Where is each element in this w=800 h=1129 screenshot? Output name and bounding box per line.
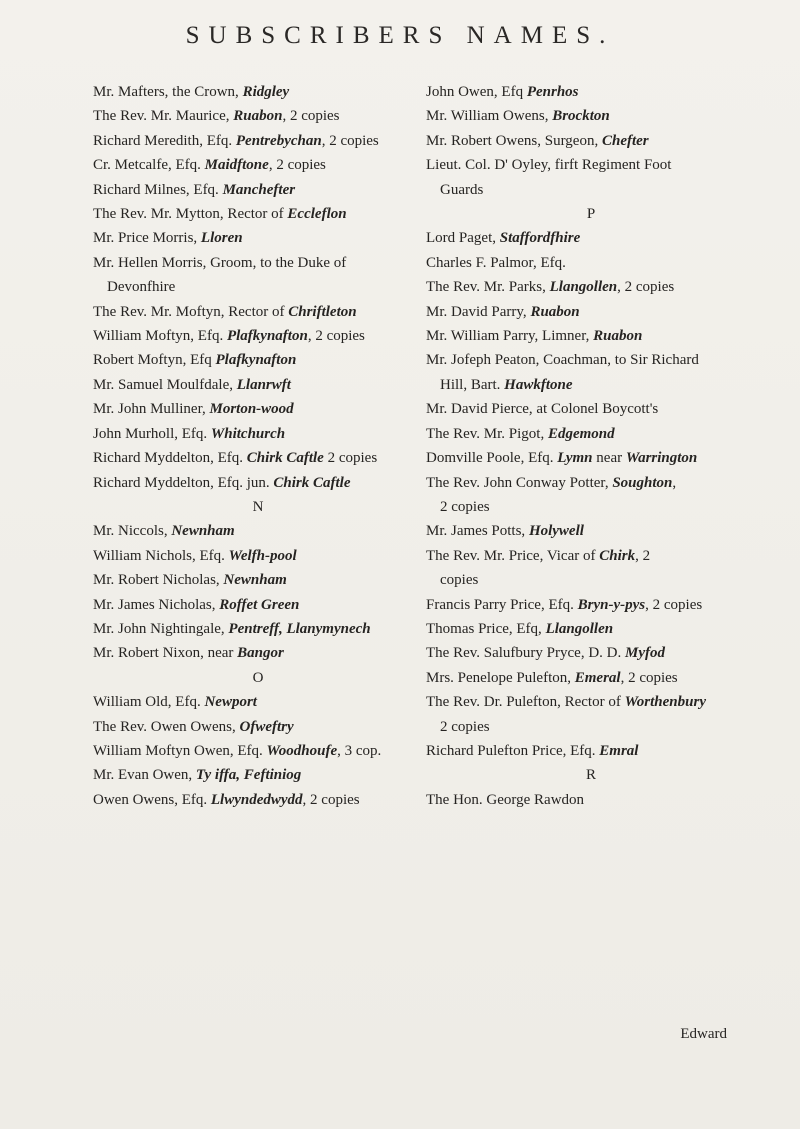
entry-text: Mr. Robert Nicholas, (93, 572, 224, 589)
entry-text: The Rev. John Conway Potter, (426, 474, 613, 491)
subscriber-entry (426, 788, 786, 812)
entry-text: , 2 copies (307, 328, 365, 345)
subscriber-entry (93, 153, 453, 177)
section-letter (426, 763, 756, 787)
left-column (93, 80, 453, 812)
subscriber-entry (426, 153, 786, 177)
entry-text: Owen Owens, Efq. (93, 791, 211, 808)
entry-text: The Rev. Mr. Maurice, (93, 108, 234, 125)
place-name: Holywell (528, 523, 584, 540)
place-name: Brockton (552, 108, 610, 125)
subscriber-entry (426, 568, 786, 592)
subscriber-entry (426, 129, 786, 153)
place-name: Plafkynafton (215, 352, 297, 369)
subscriber-entry (93, 593, 453, 617)
right-column (426, 80, 786, 812)
catchword: Edward (680, 1026, 727, 1042)
place-name: Lloren (200, 230, 243, 247)
entry-text: , 2 copies (645, 596, 703, 613)
place-name: Worthenbury (624, 694, 706, 711)
subscriber-entry (93, 251, 453, 275)
subscriber-entry (426, 471, 786, 495)
place-name: Ofweftry (239, 718, 294, 735)
entry-text: The Rev. Mr. Parks, (426, 279, 550, 296)
entry-text: Mr. Jofeph Peaton, Coachman, to Sir Richard (426, 352, 699, 369)
entry-text: The Hon. George Rawdon (426, 791, 585, 808)
entry-text: , 2 copies (302, 791, 360, 808)
entry-text: Richard Myddelton, Efq. (93, 450, 247, 467)
entry-text: O (252, 669, 264, 686)
place-name: Whitchurch (210, 425, 286, 442)
place-name: Warrington (625, 450, 698, 467)
subscriber-entry (93, 471, 453, 495)
place-name: Bangor (237, 645, 284, 662)
entry-text: William Nichols, Efq. (93, 547, 229, 564)
subscriber-entry (93, 397, 453, 421)
section-letter (93, 495, 423, 519)
subscriber-entry (93, 519, 453, 543)
entry-text: William Moftyn Owen, Efq. (93, 742, 267, 759)
place-name: Myfod (624, 645, 665, 662)
entry-text: Mr. William Owens, (426, 108, 553, 125)
place-name: Ruabon (530, 303, 580, 320)
subscriber-entry (426, 324, 786, 348)
place-name: Manchefter (222, 181, 296, 198)
place-name: Woodhoufe (266, 742, 338, 759)
entry-text: Mr. Robert Nixon, near (93, 645, 238, 662)
entry-text: Mr. Price Morris, (93, 230, 201, 247)
subscriber-entry (426, 300, 786, 324)
subscriber-entry (426, 348, 786, 372)
subscriber-entry (426, 666, 786, 690)
entry-text: , 2 (635, 547, 651, 564)
subscriber-entry (426, 251, 786, 275)
place-name: Pentrebychan (235, 132, 322, 149)
place-name: Roffet Green (219, 596, 300, 613)
place-name: Pentreff, Llanymynech (228, 620, 371, 637)
subscriber-entry (426, 593, 786, 617)
entry-text: The Rev. Mr. Pigot, (426, 425, 548, 442)
entry-text: Devonfhire (107, 279, 176, 296)
entry-text: William Moftyn, Efq. (93, 328, 227, 345)
subscriber-entry (426, 178, 786, 202)
entry-text: R (585, 767, 596, 784)
entry-text: , 2 copies (321, 132, 379, 149)
subscriber-entry (426, 617, 786, 641)
entry-text: , (672, 474, 677, 491)
place-name: Ruabon (233, 108, 283, 125)
entry-text: Lieut. Col. D' Oyley, firft Regiment Foot (426, 157, 672, 174)
entry-text: , 3 cop. (337, 742, 382, 759)
section-letter (93, 666, 423, 690)
place-name: Ridgley (242, 84, 290, 100)
entry-text: Mr. Niccols, (93, 523, 172, 540)
place-name: Ty iffa, Feftiniog (195, 767, 302, 784)
entry-text: , 2 copies (620, 669, 678, 686)
subscriber-entry (426, 226, 786, 250)
page-title: SUBSCRIBERS NAMES. (185, 22, 615, 49)
subscriber-entry (93, 226, 453, 250)
entry-text: P (586, 206, 596, 223)
place-name: Eccleflon (287, 206, 347, 223)
entry-text: , 2 copies (268, 157, 326, 174)
subscriber-entry (93, 324, 453, 348)
subscriber-entry (426, 739, 786, 763)
subscriber-entry (426, 495, 786, 519)
subscriber-entry (426, 422, 786, 446)
place-name: Chirk (599, 547, 636, 564)
subscriber-entry (93, 788, 453, 812)
place-name: Penrhos (526, 84, 579, 100)
entry-text: Mr. Robert Owens, Surgeon, (426, 132, 602, 149)
entry-text: Mr. James Nicholas, (93, 596, 220, 613)
entry-text: 2 copies (440, 718, 490, 735)
subscriber-entry (426, 397, 786, 421)
entry-text: John Murholl, Efq. (93, 425, 211, 442)
place-name: Llwyndedwydd (210, 791, 303, 808)
entry-text: 2 copies (440, 498, 490, 515)
place-name: Lymn (557, 450, 593, 467)
entry-text: Mr. John Mulliner, (93, 401, 210, 418)
subscriber-entry (93, 373, 453, 397)
entry-text: Mr. David Parry, (426, 303, 531, 320)
entry-text: William Old, Efq. (93, 694, 205, 711)
place-name: Newnham (223, 572, 287, 589)
entry-text: Richard Myddelton, Efq. jun. (93, 474, 274, 491)
entry-text: Thomas Price, Efq, (426, 620, 546, 637)
subscriber-entry (93, 300, 453, 324)
place-name: Edgemond (547, 425, 615, 442)
place-name: Newport (204, 694, 257, 711)
subscriber-entry (93, 641, 453, 665)
entry-text: Mr. John Nightingale, (93, 620, 229, 637)
place-name: Maidftone (204, 157, 269, 174)
entry-text: John Owen, Efq (426, 84, 527, 100)
entry-text: Hill, Bart. (440, 376, 505, 393)
place-name: Staffordfhire (499, 230, 581, 247)
subscriber-entry (426, 275, 786, 299)
subscriber-entry (93, 275, 453, 299)
place-name: Emeral (574, 669, 621, 686)
place-name: Llangollen (545, 620, 614, 637)
place-name: Newnham (171, 523, 235, 540)
entry-text: Richard Milnes, Efq. (93, 181, 223, 198)
entry-text: 2 copies (323, 450, 378, 467)
subscriber-entry (426, 715, 786, 739)
entry-text: Guards (440, 181, 484, 198)
subscriber-entry (93, 690, 453, 714)
subscriber-entry (426, 446, 786, 470)
subscriber-entry (93, 80, 453, 104)
subscriber-entry (426, 373, 786, 397)
entry-text: N (252, 498, 264, 515)
entry-text: Mr. Hellen Morris, Groom, to the Duke of (93, 254, 347, 271)
subscriber-entry (93, 568, 453, 592)
subscriber-entry (93, 617, 453, 641)
entry-text: , 2 copies (617, 279, 675, 296)
place-name: Welfh-pool (228, 547, 297, 564)
subscriber-entry (426, 641, 786, 665)
entry-text: Mrs. Penelope Pulefton, (426, 669, 575, 686)
entry-text: Cr. Metcalfe, Efq. (93, 157, 205, 174)
place-name: Chriftleton (288, 303, 357, 320)
subscriber-entry (93, 202, 453, 226)
entry-text: The Rev. Mr. Price, Vicar of (426, 547, 600, 564)
subscriber-entry (426, 519, 786, 543)
subscriber-entry (93, 763, 453, 787)
subscriber-entry (93, 715, 453, 739)
section-letter (426, 202, 756, 226)
place-name: Morton-wood (209, 401, 294, 418)
entry-text: Robert Moftyn, Efq (93, 352, 216, 369)
subscriber-entry (426, 544, 786, 568)
place-name: Chirk Caftle (273, 474, 351, 491)
entry-text: The Rev. Salufbury Pryce, D. D. (426, 645, 625, 662)
place-name: Chefter (601, 132, 649, 149)
subscriber-entry (93, 178, 453, 202)
subscriber-entry (93, 544, 453, 568)
entry-text: Richard Meredith, Efq. (93, 132, 236, 149)
place-name: Plafkynafton (226, 328, 308, 345)
subscriber-entry (426, 80, 786, 104)
place-name: Soughton (612, 474, 673, 491)
entry-text: The Rev. Mr. Mytton, Rector of (93, 206, 288, 223)
place-name: Hawkftone (504, 376, 573, 393)
entry-text: Mr. Evan Owen, (93, 767, 196, 784)
subscriber-entry (93, 104, 453, 128)
entry-text: Mr. William Parry, Limner, (426, 328, 594, 345)
place-name: Chirk Caftle (246, 450, 324, 467)
entry-text: Domville Poole, Efq. (426, 450, 558, 467)
place-name: Ruabon (593, 328, 643, 345)
subscriber-entry (426, 104, 786, 128)
subscriber-entry (93, 422, 453, 446)
entry-text: Mr. James Potts, (426, 523, 529, 540)
entry-text: Charles F. Palmor, Efq. (426, 254, 566, 271)
entry-text: copies (440, 572, 479, 589)
place-name: Emral (599, 742, 639, 759)
entry-text: The Rev. Dr. Pulefton, Rector of (426, 694, 625, 711)
place-name: Llangollen (549, 279, 618, 296)
place-name: Llanrwft (236, 376, 291, 393)
entry-text: Mr. Samuel Moulfdale, (93, 376, 237, 393)
entry-text: Richard Pulefton Price, Efq. (426, 742, 600, 759)
subscriber-entry (426, 690, 786, 714)
entry-text: The Rev. Owen Owens, (93, 718, 240, 735)
entry-text: Mr. David Pierce, at Colonel Boycott's (426, 401, 659, 418)
entry-text: Francis Parry Price, Efq. (426, 596, 578, 613)
subscriber-entry (93, 446, 453, 470)
subscriber-entry (93, 129, 453, 153)
subscriber-entry (93, 348, 453, 372)
entry-text: Lord Paget, (426, 230, 500, 247)
entry-text: The Rev. Mr. Moftyn, Rector of (93, 303, 289, 320)
entry-text: Mr. Mafters, the Crown, (93, 84, 243, 100)
place-name: Bryn-y-pys (577, 596, 646, 613)
entry-text: near (592, 450, 626, 467)
subscriber-entry (93, 739, 453, 763)
entry-text: , 2 copies (282, 108, 340, 125)
